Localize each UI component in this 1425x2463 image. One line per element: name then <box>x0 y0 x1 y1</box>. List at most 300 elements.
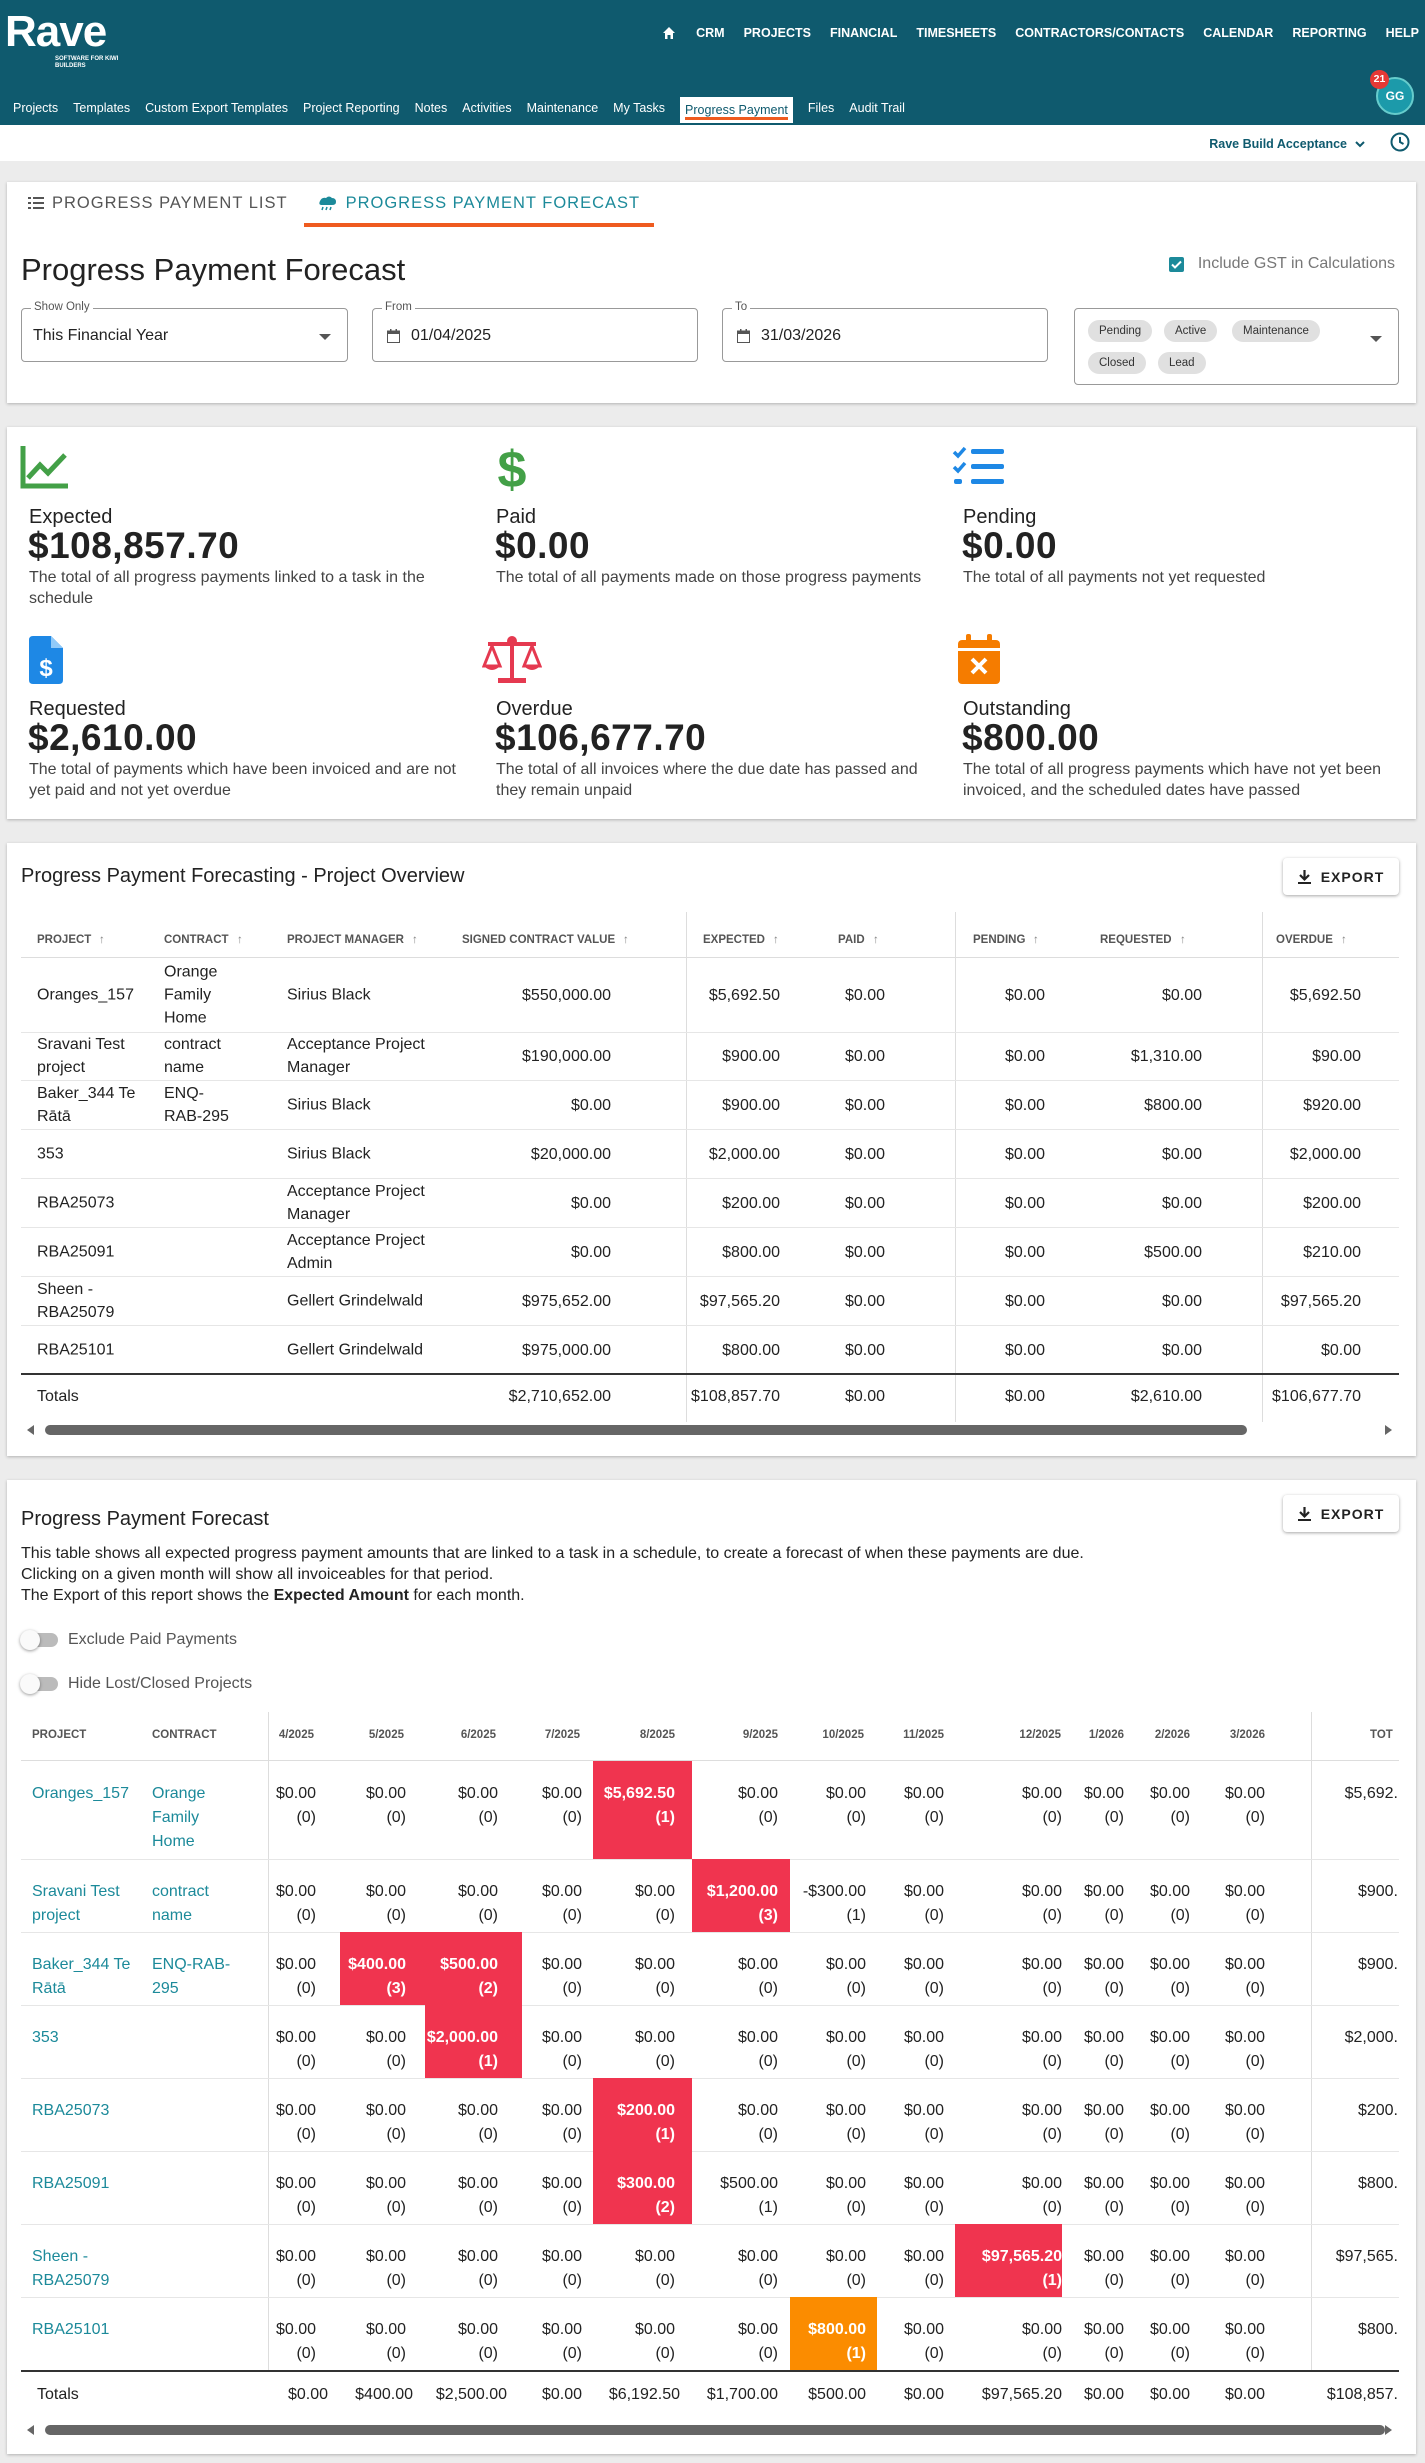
forecast-header-6[interactable]: 8/2025 <box>639 1729 675 1741</box>
forecast-cell-count[interactable]: (0) <box>924 2199 944 2216</box>
forecast-cell-count[interactable]: (0) <box>386 2053 406 2070</box>
download-icon <box>1298 870 1311 884</box>
subnav-activities[interactable]: Activities <box>462 101 512 115</box>
forecast-cell-count[interactable]: (0) <box>1170 2126 1190 2143</box>
overview-header-paid[interactable]: PAID <box>838 934 865 946</box>
hide-closed-toggle[interactable] <box>22 1675 252 1693</box>
forecast-cell-amount[interactable]: $0.00 <box>1021 1883 1062 1900</box>
forecast-cell-amount[interactable]: $0.00 <box>275 1883 316 1900</box>
overview-header-project[interactable]: PROJECT <box>37 934 92 946</box>
forecast-cell-count[interactable]: (0) <box>1042 1980 1062 1997</box>
forecast-header-12[interactable]: 2/2026 <box>1154 1729 1190 1741</box>
forecast-cell-amount[interactable]: $400.00 <box>348 1956 406 1973</box>
forecast-cell-count[interactable]: (0) <box>758 1980 778 1997</box>
subnav-my-tasks[interactable]: My Tasks <box>613 101 666 115</box>
forecast-cell-amount[interactable]: $0.00 <box>457 2248 498 2265</box>
history-clock-icon[interactable] <box>1389 131 1411 153</box>
forecast-cell-amount[interactable]: $0.00 <box>825 2175 866 2192</box>
forecast-header-9[interactable]: 11/2025 <box>903 1729 944 1741</box>
tab-progress-payment-forecast[interactable] <box>304 195 655 227</box>
forecast-header-14[interactable]: TOT <box>1370 1729 1393 1741</box>
overview-cell-pending: $0.00 <box>1004 1048 1045 1065</box>
forecast-cell-amount[interactable]: $0.00 <box>737 1785 778 1802</box>
forecast-cell-count[interactable]: (0) <box>924 2053 944 2070</box>
forecast-cell-count[interactable]: (0) <box>1042 2053 1062 2070</box>
forecast-header-11[interactable]: 1/2026 <box>1088 1729 1124 1741</box>
forecast-project-link[interactable]: Oranges_157 <box>32 1785 129 1802</box>
status-chip-maintenance[interactable]: Maintenance <box>1232 320 1320 342</box>
forecast-cell-amount[interactable]: $0.00 <box>903 1785 944 1802</box>
forecast-cell-count[interactable]: (0) <box>478 1809 498 1826</box>
forecast-cell-amount[interactable]: $0.00 <box>634 2029 675 2046</box>
forecast-project-link[interactable]: 353 <box>32 2029 59 2046</box>
forecast-contract-link[interactable]: contract name <box>152 1883 209 1924</box>
forecast-cell-count[interactable]: (0) <box>846 2126 866 2143</box>
forecast-cell-amount[interactable]: $0.00 <box>1149 2029 1190 2046</box>
toggle-switch[interactable] <box>22 1633 58 1647</box>
nav-projects[interactable]: PROJECTS <box>743 26 811 40</box>
forecast-cell-count[interactable]: (0) <box>1245 1907 1265 1924</box>
forecast-cell-amount[interactable]: $0.00 <box>1021 2321 1062 2338</box>
forecast-header-10[interactable]: 12/2025 <box>1019 1729 1061 1741</box>
forecast-cell-count[interactable]: (2) <box>478 1980 498 1997</box>
forecast-cell-count[interactable]: (0) <box>1170 2053 1190 2070</box>
forecast-export-button[interactable] <box>1283 1495 1399 1532</box>
nav-contractors-contacts[interactable]: CONTRACTORS/CONTACTS <box>1015 26 1185 40</box>
forecast-cell-amount[interactable]: $0.00 <box>634 2248 675 2265</box>
overview-header-pending[interactable]: PENDING <box>973 934 1026 946</box>
forecast-cell-amount[interactable]: $0.00 <box>1083 2175 1124 2192</box>
forecast-cell-count[interactable]: (0) <box>478 2199 498 2216</box>
forecast-cell-amount[interactable]: $200.00 <box>617 2102 675 2119</box>
sort-arrow-icon[interactable]: ↑ <box>873 934 879 946</box>
forecast-total-month: $0.00 <box>541 2386 582 2403</box>
table-row-divider <box>21 1129 1399 1130</box>
forecast-cell-count[interactable]: (0) <box>386 1809 406 1826</box>
forecast-cell-count[interactable]: (0) <box>924 2345 944 2362</box>
forecast-cell-amount[interactable]: $0.00 <box>737 1956 778 1973</box>
forecast-cell-count[interactable]: (0) <box>758 1809 778 1826</box>
forecast-header-2[interactable]: 4/2025 <box>278 1729 314 1741</box>
forecast-cell-amount[interactable]: $0.00 <box>1083 1785 1124 1802</box>
forecast-project-link[interactable]: Baker_344 Te Rātā <box>32 1956 131 1997</box>
forecast-title: Progress Payment Forecast <box>21 1508 269 1530</box>
forecast-cell-count[interactable]: (0) <box>478 2126 498 2143</box>
forecast-cell-amount[interactable]: $0.00 <box>1083 1956 1124 1973</box>
nav-reporting[interactable]: REPORTING <box>1292 26 1367 40</box>
forecast-cell-amount[interactable]: $0.00 <box>737 2102 778 2119</box>
forecast-cell-count[interactable]: (0) <box>1104 2345 1124 2362</box>
sort-arrow-icon[interactable]: ↑ <box>237 934 243 946</box>
forecast-cell-amount[interactable]: $0.00 <box>825 1785 866 1802</box>
sort-arrow-icon[interactable]: ↑ <box>623 934 629 946</box>
forecast-cell-count[interactable]: (0) <box>562 1980 582 1997</box>
forecast-cell-count[interactable]: (0) <box>1104 1809 1124 1826</box>
scroll-right-icon[interactable] <box>1385 2425 1392 2435</box>
forecast-cell-amount[interactable]: $0.00 <box>365 2248 406 2265</box>
forecast-cell-count[interactable]: (0) <box>562 2053 582 2070</box>
forecast-cell-amount[interactable]: $0.00 <box>903 2175 944 2192</box>
forecast-cell-amount[interactable]: $0.00 <box>1224 2248 1265 2265</box>
forecast-cell-count[interactable]: (0) <box>478 1907 498 1924</box>
sort-arrow-icon[interactable]: ↑ <box>1033 934 1039 946</box>
forecast-cell-amount[interactable]: $0.00 <box>903 1956 944 1973</box>
account-selector[interactable]: Rave Build Acceptance <box>1209 137 1347 151</box>
forecast-cell-amount[interactable]: $0.00 <box>365 2175 406 2192</box>
forecast-cell-amount[interactable]: $0.00 <box>275 2102 316 2119</box>
scroll-right-icon[interactable] <box>1385 1425 1392 1435</box>
show-only-select[interactable] <box>21 301 348 362</box>
forecast-cell-amount[interactable]: $0.00 <box>1149 1956 1190 1973</box>
forecast-cell-amount[interactable]: $500.00 <box>440 1956 498 1973</box>
forecast-cell-amount[interactable]: $800.00 <box>808 2321 866 2338</box>
forecast-cell-amount[interactable]: $0.00 <box>275 2248 316 2265</box>
gst-checkbox-row[interactable] <box>1169 255 1395 273</box>
overview-header-overdue[interactable]: OVERDUE <box>1276 934 1333 946</box>
subnav-projects[interactable]: Projects <box>13 101 59 115</box>
forecast-cell-count[interactable]: (0) <box>386 2126 406 2143</box>
forecast-cell-count[interactable]: (0) <box>562 2199 582 2216</box>
forecast-cell-amount[interactable]: $0.00 <box>365 2029 406 2046</box>
forecast-cell-count[interactable]: (0) <box>296 2345 316 2362</box>
status-chip-lead[interactable]: Lead <box>1158 352 1206 374</box>
forecast-cell-count[interactable]: (0) <box>758 2272 778 2289</box>
forecast-cell-amount[interactable]: $0.00 <box>457 1785 498 1802</box>
forecast-cell-amount[interactable]: $0.00 <box>825 2102 866 2119</box>
forecast-cell-amount[interactable]: $0.00 <box>737 2321 778 2338</box>
forecast-cell-amount[interactable]: $0.00 <box>1021 1956 1062 1973</box>
nav-calendar[interactable]: CALENDAR <box>1203 26 1274 40</box>
forecast-cell-count[interactable]: (0) <box>386 1907 406 1924</box>
forecast-cell-count[interactable]: (0) <box>924 2272 944 2289</box>
overview-cell-overdue: $5,692.50 <box>1289 987 1361 1004</box>
sort-arrow-icon[interactable]: ↑ <box>1180 934 1186 946</box>
forecast-cell-count[interactable]: (0) <box>1170 2199 1190 2216</box>
subnav-maintenance[interactable]: Maintenance <box>526 101 599 115</box>
forecast-cell-amount[interactable]: $0.00 <box>1149 2102 1190 2119</box>
forecast-cell-amount[interactable]: $0.00 <box>1149 2248 1190 2265</box>
forecast-cell-count[interactable]: (0) <box>1042 2126 1062 2143</box>
forecast-cell-count[interactable]: (0) <box>386 2199 406 2216</box>
from-date-field[interactable] <box>372 301 698 362</box>
nav-crm[interactable]: CRM <box>696 26 725 40</box>
forecast-cell-count[interactable]: (0) <box>1104 1980 1124 1997</box>
forecast-cell-count[interactable]: (0) <box>1170 1980 1190 1997</box>
forecast-cell-amount[interactable]: $0.00 <box>541 2102 582 2119</box>
forecast-cell-count[interactable]: (0) <box>386 2272 406 2289</box>
exclude-paid-toggle[interactable] <box>22 1631 237 1649</box>
forecast-cell-amount[interactable]: $0.00 <box>903 1883 944 1900</box>
horizontal-scrollbar[interactable] <box>45 2425 1385 2435</box>
forecast-cell-amount[interactable]: $0.00 <box>1224 1785 1265 1802</box>
forecast-cell-count[interactable]: (3) <box>386 1980 406 1997</box>
subnav-custom-export-templates[interactable]: Custom Export Templates <box>145 101 289 115</box>
to-date-field[interactable] <box>722 301 1048 362</box>
forecast-cell-count[interactable]: (0) <box>562 2272 582 2289</box>
sort-arrow-icon[interactable]: ↑ <box>412 934 418 946</box>
subnav-progress-payment[interactable]: Progress Payment <box>680 97 793 123</box>
forecast-cell-amount[interactable]: $0.00 <box>365 2102 406 2119</box>
forecast-header-0[interactable]: PROJECT <box>32 1729 87 1741</box>
forecast-cell-count[interactable]: (0) <box>1104 2126 1124 2143</box>
forecast-cell-count[interactable]: (0) <box>846 2053 866 2070</box>
forecast-cell-amount[interactable]: $0.00 <box>1149 1785 1190 1802</box>
forecast-cell-amount[interactable]: $0.00 <box>275 2029 316 2046</box>
forecast-cell-amount[interactable]: $0.00 <box>457 1883 498 1900</box>
nav-financial[interactable]: FINANCIAL <box>829 26 898 40</box>
forecast-cell-amount[interactable]: $0.00 <box>1021 2102 1062 2119</box>
forecast-cell-count[interactable]: (0) <box>924 2126 944 2143</box>
nav-timesheets[interactable]: TIMESHEETS <box>916 26 997 40</box>
forecast-cell-count[interactable]: (1) <box>478 2053 498 2070</box>
forecast-cell-count[interactable]: (0) <box>562 1907 582 1924</box>
forecast-cell-amount[interactable]: $0.00 <box>825 2029 866 2046</box>
forecast-cell-count[interactable]: (1) <box>846 1907 866 1924</box>
forecast-cell-count[interactable]: (0) <box>478 2272 498 2289</box>
forecast-cell-count[interactable]: (0) <box>924 1907 944 1924</box>
sort-arrow-icon[interactable]: ↑ <box>99 934 105 946</box>
forecast-cell-count[interactable]: (0) <box>846 1809 866 1826</box>
forecast-cell-amount[interactable]: $5,692.50 <box>603 1785 675 1802</box>
forecast-cell-amount[interactable]: $0.00 <box>1083 2029 1124 2046</box>
forecast-project-link[interactable]: RBA25101 <box>32 2321 110 2338</box>
forecast-cell-count[interactable]: (0) <box>1104 2053 1124 2070</box>
forecast-cell-amount[interactable]: $0.00 <box>365 2321 406 2338</box>
forecast-cell-amount[interactable]: $0.00 <box>1224 2175 1265 2192</box>
user-avatar[interactable]: GG <box>1376 77 1414 115</box>
forecast-cell-amount[interactable]: $97,565.20 <box>981 2248 1062 2265</box>
forecast-cell-amount[interactable]: $0.00 <box>1149 1883 1190 1900</box>
home-icon[interactable] <box>662 26 676 40</box>
forecast-cell-amount[interactable]: $0.00 <box>903 2029 944 2046</box>
forecast-cell-count[interactable]: (0) <box>1104 2272 1124 2289</box>
forecast-cell-amount[interactable]: $0.00 <box>457 2102 498 2119</box>
forecast-cell-count[interactable]: (0) <box>655 2272 675 2289</box>
forecast-cell-amount[interactable]: $0.00 <box>541 2321 582 2338</box>
forecast-cell-amount[interactable]: $0.00 <box>1224 1883 1265 1900</box>
forecast-cell-amount[interactable]: $0.00 <box>737 2029 778 2046</box>
forecast-cell-count[interactable]: (3) <box>758 1907 778 1924</box>
sort-arrow-icon[interactable]: ↑ <box>1341 934 1347 946</box>
forecast-cell-count[interactable]: (0) <box>562 2345 582 2362</box>
forecast-cell-count[interactable]: (0) <box>846 2199 866 2216</box>
forecast-project-link[interactable]: Sheen - RBA25079 <box>32 2248 110 2289</box>
forecast-header-8[interactable]: 10/2025 <box>822 1729 864 1741</box>
forecast-cell-count[interactable]: (1) <box>1042 2272 1062 2289</box>
forecast-cell-amount[interactable]: $0.00 <box>1224 2029 1265 2046</box>
forecast-cell-amount[interactable]: $1,200.00 <box>706 1883 778 1900</box>
forecast-project-link[interactable]: RBA25091 <box>32 2175 110 2192</box>
forecast-cell-count[interactable]: (0) <box>1245 2272 1265 2289</box>
forecast-cell-amount[interactable]: $0.00 <box>275 2321 316 2338</box>
forecast-cell-amount[interactable]: $0.00 <box>275 1956 316 1973</box>
forecast-cell-count[interactable]: (2) <box>655 2199 675 2216</box>
overview-header-expected[interactable]: EXPECTED <box>703 934 765 946</box>
forecast-cell-count[interactable]: (0) <box>1042 2199 1062 2216</box>
subnav-project-reporting[interactable]: Project Reporting <box>303 101 400 115</box>
forecast-cell-amount[interactable]: $0.00 <box>1021 2029 1062 2046</box>
forecast-project-link[interactable]: RBA25073 <box>32 2102 110 2119</box>
forecast-contract-link[interactable]: Orange Family Home <box>152 1785 206 1850</box>
subnav-templates[interactable]: Templates <box>73 101 131 115</box>
forecast-cell-amount[interactable]: $0.00 <box>825 1956 866 1973</box>
forecast-cell-count[interactable]: (0) <box>924 1809 944 1826</box>
sub-nav <box>13 101 920 127</box>
status-multiselect[interactable] <box>1074 308 1399 385</box>
sort-arrow-icon[interactable]: ↑ <box>773 934 779 946</box>
overview-header-signed[interactable]: SIGNED CONTRACT VALUE <box>462 934 616 946</box>
chevron-down-icon[interactable] <box>1353 137 1367 151</box>
forecast-header-1[interactable]: CONTRACT <box>152 1729 217 1741</box>
forecast-cell-count[interactable]: (0) <box>655 2345 675 2362</box>
forecast-cell-count[interactable]: (0) <box>758 2126 778 2143</box>
forecast-cell-count[interactable]: (0) <box>1104 2199 1124 2216</box>
forecast-cell-amount[interactable]: $0.00 <box>1083 2102 1124 2119</box>
forecast-header-5[interactable]: 7/2025 <box>544 1729 580 1741</box>
forecast-cell-count[interactable]: (0) <box>1245 1809 1265 1826</box>
forecast-cell-amount[interactable]: $0.00 <box>541 1785 582 1802</box>
nav-help[interactable]: HELP <box>1385 26 1419 40</box>
forecast-cell-count[interactable]: (0) <box>296 2199 316 2216</box>
forecast-cell-count[interactable]: (0) <box>1042 2345 1062 2362</box>
forecast-cell-amount[interactable]: $0.00 <box>634 1956 675 1973</box>
forecast-cell-count[interactable]: (0) <box>1104 1907 1124 1924</box>
forecast-cell-amount[interactable]: $0.00 <box>903 2248 944 2265</box>
forecast-cell-count[interactable]: (0) <box>846 2272 866 2289</box>
forecast-cell-amount[interactable]: $0.00 <box>457 2321 498 2338</box>
forecast-cell-amount[interactable]: -$300.00 <box>802 1883 866 1900</box>
forecast-cell-amount[interactable]: $0.00 <box>737 2248 778 2265</box>
tab-progress-payment-list[interactable] <box>14 195 302 227</box>
forecast-cell-count[interactable]: (0) <box>296 1907 316 1924</box>
forecast-cell-count[interactable]: (1) <box>655 1809 675 1826</box>
forecast-cell-amount[interactable]: $0.00 <box>634 2321 675 2338</box>
forecast-cell-count[interactable]: (0) <box>924 1980 944 1997</box>
toggle-switch[interactable] <box>22 1677 58 1691</box>
forecast-cell-amount[interactable]: $0.00 <box>275 2175 316 2192</box>
kpi-outstanding-value: $800.00 <box>962 717 1100 758</box>
scroll-left-icon[interactable] <box>27 1425 34 1435</box>
forecast-cell-count[interactable]: (0) <box>1170 2345 1190 2362</box>
forecast-cell-count[interactable]: (0) <box>1170 1809 1190 1826</box>
forecast-cell-count[interactable]: (0) <box>478 2345 498 2362</box>
forecast-cell-count[interactable]: (0) <box>1042 1907 1062 1924</box>
checkbox-checked-icon[interactable] <box>1169 257 1184 272</box>
forecast-cell-count[interactable]: (0) <box>846 1980 866 1997</box>
overview-header-pm[interactable]: PROJECT MANAGER <box>287 934 404 946</box>
forecast-cell-count[interactable]: (0) <box>655 1907 675 1924</box>
forecast-cell-amount[interactable]: $2,000.00 <box>426 2029 498 2046</box>
forecast-cell-amount[interactable]: $0.00 <box>1083 1883 1124 1900</box>
overview-header-contract[interactable]: CONTRACT <box>164 934 229 946</box>
forecast-cell-count[interactable]: (0) <box>1042 1809 1062 1826</box>
forecast-cell-amount[interactable]: $0.00 <box>365 1883 406 1900</box>
forecast-cell-count[interactable]: (1) <box>846 2345 866 2362</box>
forecast-cell-count[interactable]: (0) <box>562 1809 582 1826</box>
forecast-project-link[interactable]: Sravani Test project <box>32 1883 120 1924</box>
forecast-cell-amount[interactable]: $0.00 <box>365 1785 406 1802</box>
forecast-cell-count[interactable]: (0) <box>296 2272 316 2289</box>
status-chip-closed[interactable]: Closed <box>1088 352 1146 374</box>
forecast-cell-count[interactable]: (0) <box>1170 2272 1190 2289</box>
forecast-cell-count[interactable]: (0) <box>296 1980 316 1997</box>
forecast-header-4[interactable]: 6/2025 <box>460 1729 496 1741</box>
forecast-cell-amount[interactable]: $0.00 <box>1224 1956 1265 1973</box>
desc3-bold: Expected Amount <box>273 1587 409 1604</box>
forecast-cell-count[interactable]: (0) <box>296 1809 316 1826</box>
forecast-cell-amount[interactable]: $0.00 <box>1083 2321 1124 2338</box>
forecast-cell-amount[interactable]: $0.00 <box>1021 1785 1062 1802</box>
forecast-cell-count[interactable]: (0) <box>1245 2199 1265 2216</box>
forecast-cell-amount[interactable]: $0.00 <box>541 2029 582 2046</box>
forecast-cell-count[interactable]: (0) <box>758 2053 778 2070</box>
forecast-cell-amount[interactable]: $0.00 <box>1149 2321 1190 2338</box>
horizontal-scrollbar[interactable] <box>45 1425 1247 1435</box>
forecast-cell-amount[interactable]: $0.00 <box>541 2175 582 2192</box>
forecast-cell-amount[interactable]: $300.00 <box>617 2175 675 2192</box>
forecast-cell-amount[interactable]: $0.00 <box>903 2321 944 2338</box>
forecast-cell-amount[interactable]: $0.00 <box>1224 2102 1265 2119</box>
forecast-cell-count[interactable]: (0) <box>296 2053 316 2070</box>
scroll-left-icon[interactable] <box>27 2425 34 2435</box>
forecast-cell-count[interactable]: (0) <box>1245 2345 1265 2362</box>
forecast-cell-count[interactable]: (0) <box>562 2126 582 2143</box>
overview-header-requested[interactable]: REQUESTED <box>1100 934 1172 946</box>
forecast-cell-amount[interactable]: $0.00 <box>1021 2175 1062 2192</box>
overview-export-button[interactable] <box>1283 858 1399 895</box>
forecast-cell-amount[interactable]: $0.00 <box>1149 2175 1190 2192</box>
forecast-cell-amount[interactable]: $0.00 <box>275 1785 316 1802</box>
status-chip-pending[interactable]: Pending <box>1088 320 1152 342</box>
rave-logo[interactable]: Rave <box>5 7 107 56</box>
forecast-contract-link[interactable]: ENQ-RAB-295 <box>152 1956 231 1997</box>
forecast-cell-count[interactable]: (0) <box>758 2345 778 2362</box>
status-chip-active[interactable]: Active <box>1164 320 1217 342</box>
forecast-cell-count[interactable]: (0) <box>386 2345 406 2362</box>
forecast-cell-count[interactable]: (0) <box>1245 1980 1265 1997</box>
subnav-notes[interactable]: Notes <box>414 101 448 115</box>
forecast-cell-amount[interactable]: $0.00 <box>903 2102 944 2119</box>
forecast-cell-amount[interactable]: $0.00 <box>541 1883 582 1900</box>
subnav-files[interactable]: Files <box>807 101 835 115</box>
forecast-cell-amount[interactable]: $0.00 <box>541 1956 582 1973</box>
notification-badge[interactable]: 21 <box>1370 70 1389 89</box>
forecast-header-7[interactable]: 9/2025 <box>742 1729 778 1741</box>
forecast-cell-amount[interactable]: $500.00 <box>720 2175 778 2192</box>
forecast-cell-count[interactable]: (0) <box>655 1980 675 1997</box>
forecast-header-13[interactable]: 3/2026 <box>1229 1729 1265 1741</box>
overview-cell-signed: $550,000.00 <box>522 987 611 1004</box>
forecast-cell-amount[interactable]: $0.00 <box>634 1883 675 1900</box>
forecast-cell-count[interactable]: (0) <box>1245 2053 1265 2070</box>
forecast-cell-count[interactable]: (0) <box>1170 1907 1190 1924</box>
overview-cell-paid: $0.00 <box>844 1341 885 1359</box>
forecast-cell-amount[interactable]: $0.00 <box>825 2248 866 2265</box>
table-row-divider <box>21 1325 1399 1326</box>
forecast-cell-count[interactable]: (1) <box>655 2126 675 2143</box>
forecast-cell-count[interactable]: (0) <box>655 2053 675 2070</box>
subnav-audit-trail[interactable]: Audit Trail <box>849 101 905 115</box>
forecast-cell-amount[interactable]: $0.00 <box>457 2175 498 2192</box>
overview-cell-pm: Gellert Grindelwald <box>287 1341 424 1358</box>
forecast-cell-count[interactable]: (1) <box>758 2199 778 2216</box>
forecast-cell-count[interactable]: (0) <box>1245 2126 1265 2143</box>
forecast-cell-amount[interactable]: $0.00 <box>541 2248 582 2265</box>
forecast-cell-amount[interactable]: $0.00 <box>1083 2248 1124 2265</box>
forecast-header-3[interactable]: 5/2025 <box>368 1729 404 1741</box>
forecast-cell-amount[interactable]: $0.00 <box>1224 2321 1265 2338</box>
forecast-cell-count[interactable]: (0) <box>296 2126 316 2143</box>
